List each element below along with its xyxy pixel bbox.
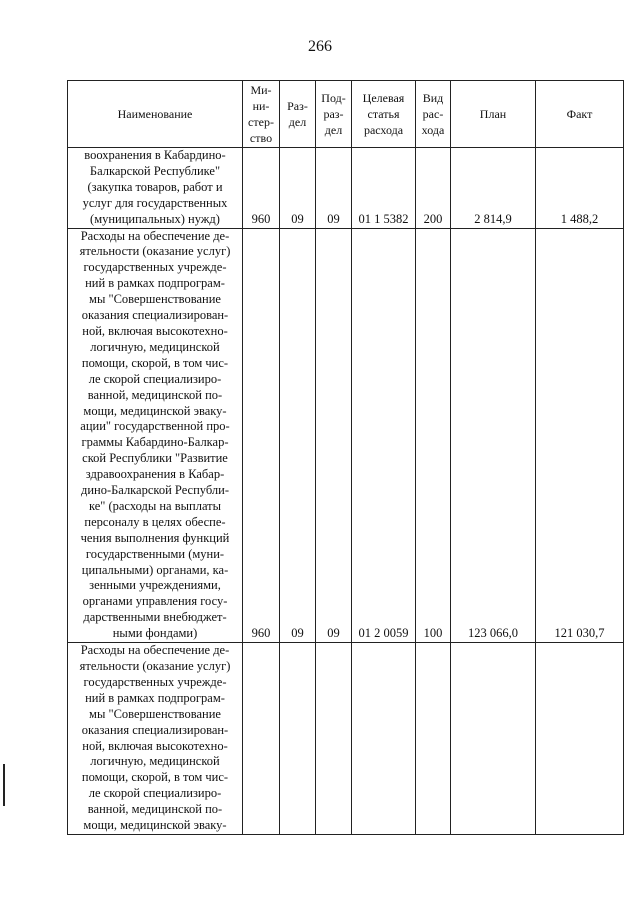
row-subsection: 09 (316, 228, 352, 643)
row-target: 01 2 0059 (352, 228, 416, 643)
row-name: Расходы на обеспечение де- ятельности (оказание услуг) государственных учрежде- ний в рамках подпрограм- мы "Совершенствование оказания специализирован- ной, включая высокотехно- логичную, медицинской помощи, скорой, в том чис- ле скорой специализиро- ванной, медицинской по- мощи, медицинской эваку- (68, 643, 243, 835)
header-section: Раз- дел (280, 81, 316, 148)
header-fact: Факт (536, 81, 624, 148)
row-subsection (316, 643, 352, 835)
table-row (68, 643, 624, 835)
header-type: Вид рас- хода (416, 81, 451, 148)
row-target: 01 1 5382 (352, 148, 416, 229)
header-row (68, 81, 624, 148)
row-fact: 121 030,7 (536, 228, 624, 643)
row-plan: 2 814,9 (451, 148, 536, 229)
row-ministry: 960 (243, 148, 280, 229)
row-section (280, 643, 316, 835)
row-name: воохранения в Кабардино- Балкарской Республике" (закупка товаров, работ и услуг для государственных (муниципальных) нужд) (68, 148, 243, 229)
header-subsection: Под- раз- дел (316, 81, 352, 148)
row-fact (536, 643, 624, 835)
scan-edge-mark (3, 764, 5, 806)
row-name: Расходы на обеспечение де- ятельности (оказание услуг) государственных учрежде- ний в рамках подпрограм- мы "Совершенствование оказания специализирован- ной, включая высокотехно- логичную, медицинской помощи, скорой, в том чис- ле скорой специализиро- ванной, медицинской по- мощи, медицинской эваку- ации" государственной про- граммы Кабардино-Балкар- ской Республики "Развитие здравоохранения в Кабар- дино-Балкарской Республи- ке" (расходы на выплаты персоналу в целях обеспе- чения выполнения функций государственными (муни- ципальными) органами, ка- зенными учреждениями, органами управления госу- дарственными внебюджет- ными фондами) (68, 228, 243, 643)
table-row (68, 228, 624, 643)
table-row (68, 148, 624, 229)
row-fact: 1 488,2 (536, 148, 624, 229)
row-type: 200 (416, 148, 451, 229)
page-number: 266 (308, 38, 332, 55)
budget-table (67, 80, 624, 835)
header-plan: План (451, 81, 536, 148)
row-ministry (243, 643, 280, 835)
header-name: Наименование (68, 81, 243, 148)
row-plan: 123 066,0 (451, 228, 536, 643)
header-target: Целевая статья расхода (352, 81, 416, 148)
row-type (416, 643, 451, 835)
row-section: 09 (280, 148, 316, 229)
row-type: 100 (416, 228, 451, 643)
row-target (352, 643, 416, 835)
row-section: 09 (280, 228, 316, 643)
row-ministry: 960 (243, 228, 280, 643)
header-ministry: Ми- ни- стер- ство (243, 81, 280, 148)
row-subsection: 09 (316, 148, 352, 229)
row-plan (451, 643, 536, 835)
